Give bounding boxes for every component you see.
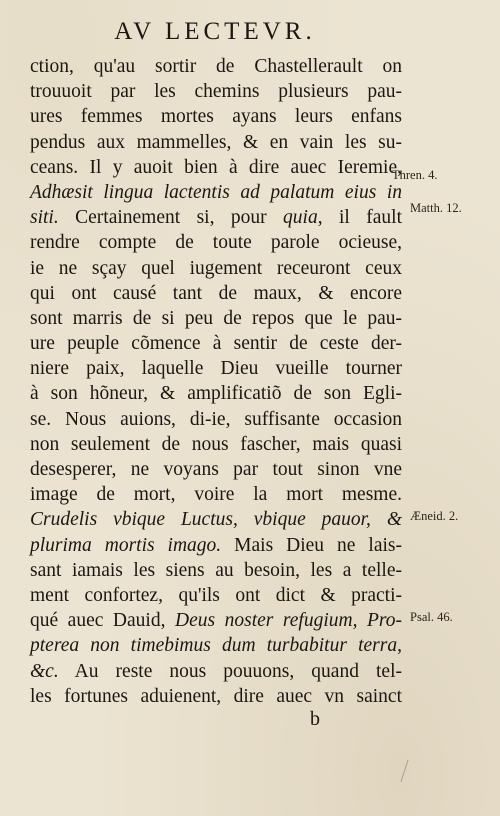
text-segment: , il fault bbox=[317, 207, 402, 229]
text-line bbox=[30, 54, 402, 79]
text-line bbox=[30, 684, 402, 709]
paper-mark bbox=[400, 760, 418, 782]
text-segment: les fortunes aduienent, dire auec vn sainct bbox=[30, 685, 402, 707]
text-line bbox=[30, 457, 402, 482]
text-line bbox=[30, 533, 402, 558]
margin-note-psalm: Psal. 46. bbox=[410, 610, 453, 624]
text-line bbox=[30, 130, 402, 155]
running-head: AV LECTEVR. bbox=[114, 18, 316, 45]
text-line bbox=[30, 256, 402, 281]
text-segment: qui ont causé tant de maux, & encore bbox=[30, 282, 402, 304]
text-segment: sont marris de si peu de repos que le pau- bbox=[30, 307, 402, 329]
text-segment: Mais Dieu ne lais- bbox=[221, 534, 402, 556]
text-line bbox=[30, 104, 402, 129]
margin-note-threnodies: Thren. 4. bbox=[392, 168, 438, 182]
text-line bbox=[30, 507, 402, 532]
text-line bbox=[30, 306, 402, 331]
text-line bbox=[30, 558, 402, 583]
text-segment: Au reste nous pouuons, quand tel- bbox=[58, 660, 402, 682]
italic-segment: quia bbox=[283, 207, 318, 229]
italic-segment: siti. bbox=[30, 207, 59, 229]
text-line bbox=[30, 482, 402, 507]
text-segment: non seulement de nous fascher, mais quasi bbox=[30, 433, 402, 455]
signature-mark: b bbox=[310, 708, 320, 730]
text-segment: Certainement si, pour bbox=[58, 207, 284, 229]
text-line bbox=[30, 407, 402, 432]
text-segment: ie ne sçay quel iugement receuront ceux bbox=[30, 257, 402, 279]
italic-segment: Adhæsit lingua lactentis ad palatum eius in bbox=[30, 181, 402, 203]
italic-segment: &c. bbox=[30, 660, 59, 682]
text-segment: ceans. Il y auoit bien à dire auec Ieremie, bbox=[30, 156, 402, 178]
text-line bbox=[30, 608, 402, 633]
text-line bbox=[30, 79, 402, 104]
text-segment: image de mort, voire la mort mesme. bbox=[30, 484, 402, 506]
text-line bbox=[30, 356, 402, 381]
text-line bbox=[30, 230, 402, 255]
text-segment: se. Nous auions, di-ie, suffisante occasion bbox=[30, 408, 402, 430]
text-line bbox=[30, 180, 402, 205]
text-segment: ures femmes mortes ayans leurs enfans bbox=[30, 106, 402, 128]
text-segment: pendus aux mammelles, & en vain les su- bbox=[30, 131, 402, 153]
text-line bbox=[30, 432, 402, 457]
text-segment: niere paix, laquelle Dieu vueille tourner bbox=[30, 358, 402, 380]
text-segment: sant iamais les siens au besoin, les a telle- bbox=[30, 559, 402, 581]
body-text bbox=[30, 54, 402, 709]
italic-segment: Crudelis vbique Luctus, vbique pauor, & bbox=[30, 509, 402, 531]
margin-note-aeneid: Æneid. 2. bbox=[410, 509, 459, 523]
text-segment: desesperer, ne voyans par tout sinon vne bbox=[30, 459, 402, 480]
text-line bbox=[30, 281, 402, 306]
text-line bbox=[30, 659, 402, 684]
text-segment: rendre compte de toute parole ocieuse, bbox=[30, 232, 402, 254]
margin-note-matthew: Matth. 12. bbox=[410, 201, 462, 215]
text-line bbox=[30, 205, 402, 230]
italic-segment: plurima mortis imago. bbox=[30, 534, 222, 556]
text-line bbox=[30, 583, 402, 608]
text-line bbox=[30, 331, 402, 356]
text-segment: ction, qu'au sortir de Chastellerault on bbox=[30, 56, 402, 77]
text-line bbox=[30, 633, 402, 658]
text-segment: qué auec Dauid, bbox=[30, 610, 175, 632]
text-segment: ure peuple cõmence à sentir de ceste der- bbox=[30, 333, 402, 355]
italic-segment: Deus noster refugium, Pro- bbox=[175, 610, 402, 632]
text-segment: ment confortez, qu'ils ont dict & practi- bbox=[30, 584, 402, 606]
text-segment: à son hõneur, & amplificatiõ de son Egli- bbox=[30, 383, 402, 405]
italic-segment: pterea non timebimus dum turbabitur terra, bbox=[30, 635, 402, 657]
text-line bbox=[30, 155, 402, 180]
text-line bbox=[30, 381, 402, 406]
text-segment: trouuoit par les chemins plusieurs pau- bbox=[30, 81, 402, 103]
